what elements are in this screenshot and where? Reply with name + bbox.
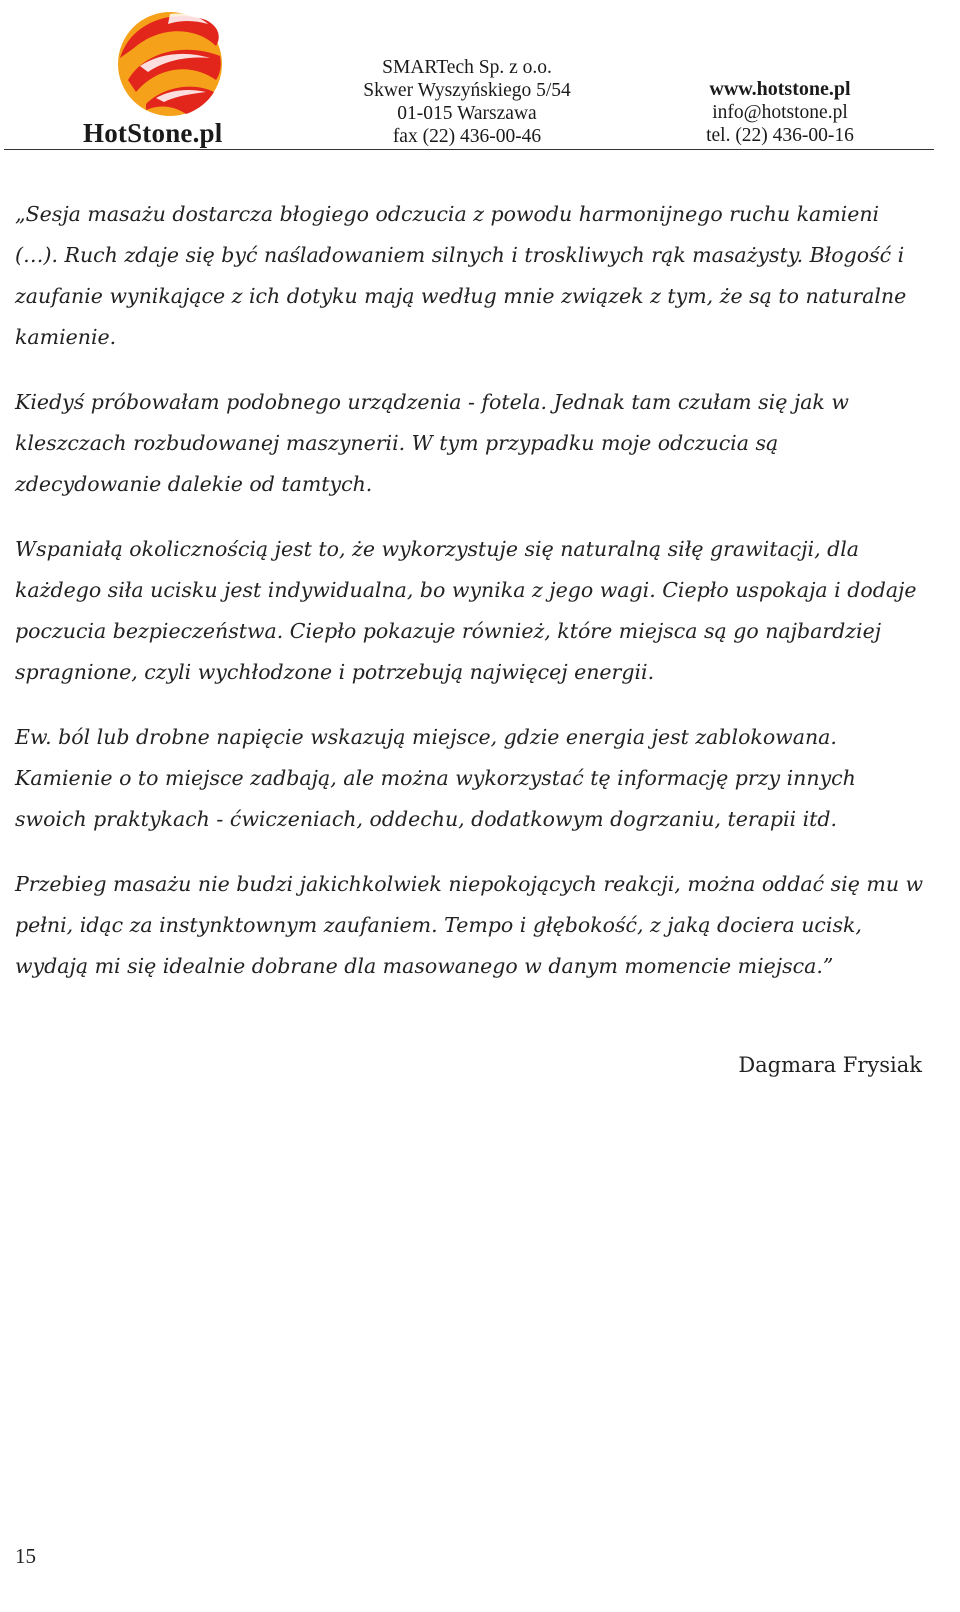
letterhead	[0, 0, 960, 152]
phone-number: tel. (22) 436-00-16	[706, 125, 854, 146]
fax-number: fax (22) 436-00-46	[392, 126, 542, 147]
paragraph: Kiedyś próbowałam podobnego urządzenia - fotela. Jednak tam czułam się jak w kleszczach rozbudowanej maszynerii. W tym przypadku moje odczucia są zdecydowanie dalekie od tamtych.	[15, 390, 849, 496]
header-divider	[4, 149, 934, 150]
signature: Dagmara Frysiak	[738, 1053, 922, 1077]
hotstone-logo-icon	[110, 6, 228, 118]
testimonial-body	[15, 194, 925, 1011]
postal-city: 01-015 Warszawa	[397, 103, 537, 124]
page-number: 15	[15, 1544, 36, 1568]
email-link[interactable]: info@hotstone.pl	[712, 102, 848, 123]
street-address: Skwer Wyszyńskiego 5/54	[363, 80, 571, 101]
company-address	[330, 56, 604, 148]
logo-graphic	[110, 6, 228, 118]
paragraph: Wspaniałą okolicznością jest to, że wykorzystuje się naturalną siłę grawitacji, dla każdego siła ucisku jest indywidualna, bo wynika z jego wagi. Ciepło uspokaja i dodaje poczucia bezpieczeństwa. Ciepło pokazuje również, które miejsca są go najbardziej spragnione, czyli wychłodzone i potrzebują najwięcej energii.	[15, 537, 917, 684]
brand-name: HotStone.pl	[83, 118, 223, 148]
paragraph: „Sesja masażu dostarcza błogiego odczucia z powodu harmonijnego ruchu kamieni (…). Ruch zdaje się być naśladowaniem silnych i troskliwych rąk masażysty. Błogość i zaufanie wynikające z ich dotyku mają według mnie związek z tym, że są to naturalne kamienie.	[15, 202, 907, 349]
company-name: SMARTech Sp. z o.o.	[382, 57, 552, 78]
paragraph: Ew. ból lub drobne napięcie wskazują miejsce, gdzie energia jest zablokowana. Kamienie o to miejsce zadbają, ale można wykorzystać tę informację przy innych swoich praktykach - ćwiczeniach, oddechu, dodatkowym dogrzaniu, terapii itd.	[15, 725, 856, 831]
contact-info	[660, 78, 900, 147]
website-link[interactable]: www.hotstone.pl	[709, 78, 851, 100]
paragraph: Przebieg masażu nie budzi jakichkolwiek niepokojących reakcji, można oddać się mu w pełni, idąc za instynktownym zaufaniem. Tempo i głębokość, z jaką dociera ucisk, wydają mi się idealnie dobrane dla masowanego w danym momencie miejsca.”	[15, 872, 924, 978]
